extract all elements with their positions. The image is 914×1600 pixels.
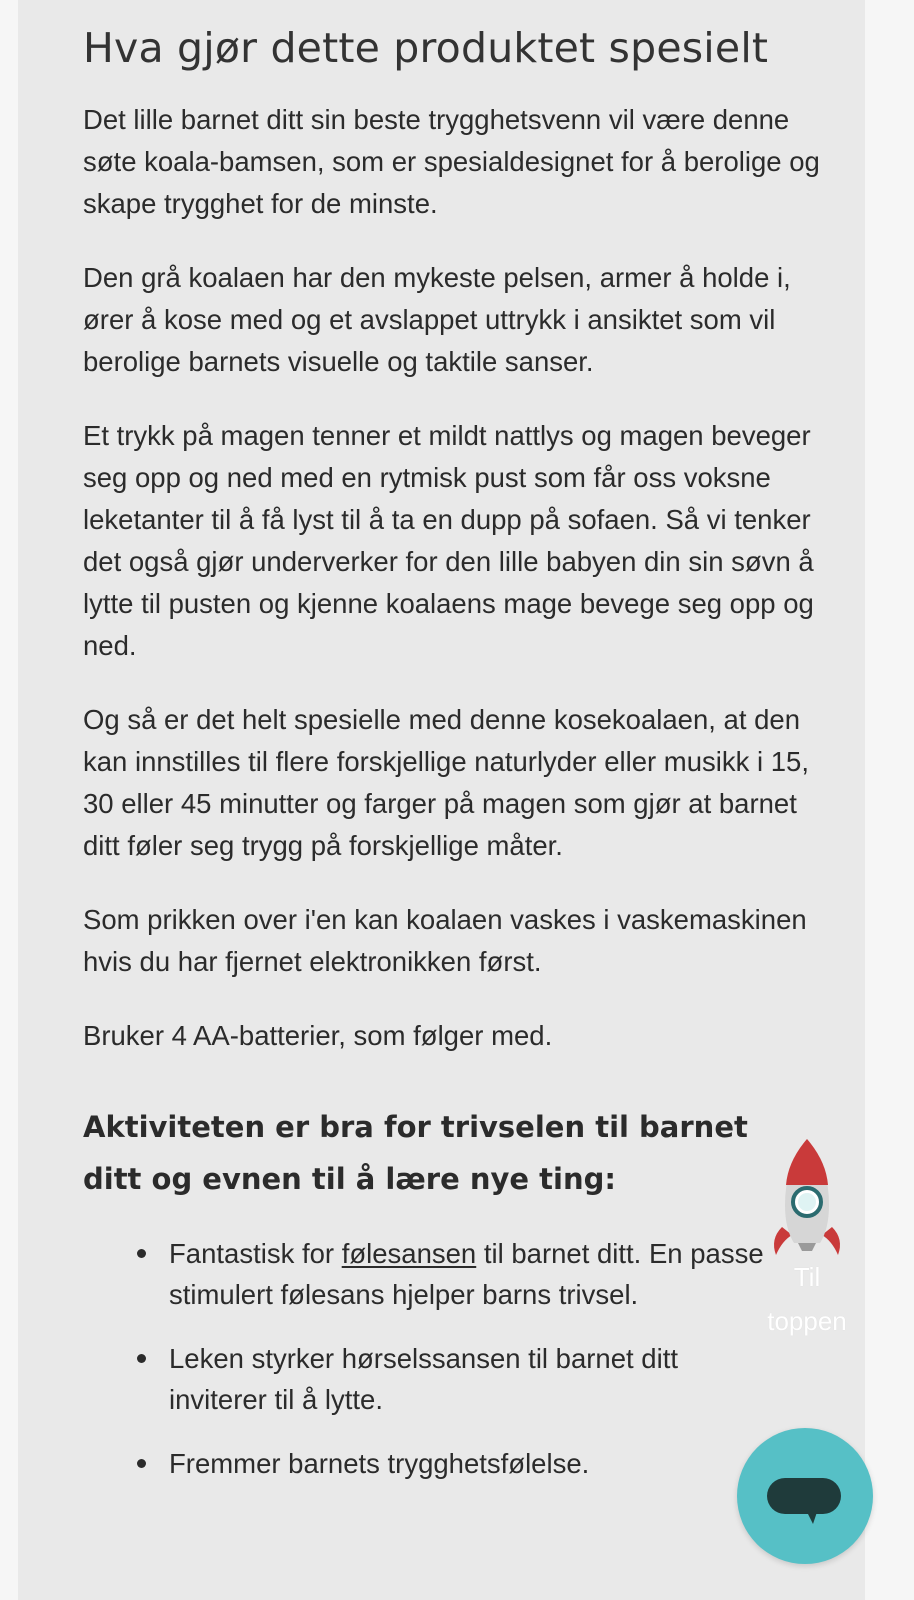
activity-benefits-list — [83, 1233, 773, 1484]
section-title: Hva gjør dette produktet spesielt — [83, 24, 769, 72]
list-item-text: til barnet ditt. En passe stimulert følesans hjelper barns trivsel. — [169, 1238, 764, 1310]
rocket-icon — [752, 1135, 862, 1255]
description-paragraph: Den grå koalaen har den mykeste pelsen, armer å holde i, ører å kose med og et avslappet uttrykk i ansiktet som vil berolige barnets visuelle og taktile sanser. — [83, 262, 791, 377]
bullet-icon — [137, 1354, 146, 1363]
description-paragraph: Det lille barnet ditt sin beste trygghetsvenn vil være denne søte koala-bamsen, som er spesialdesignet for å berolige og skape trygghet for de minste. — [83, 104, 820, 219]
batteries-note: Bruker 4 AA-batterier, som følger med. — [83, 1020, 553, 1051]
bullet-icon — [137, 1459, 146, 1468]
list-item-text: Fremmer barnets trygghetsfølelse. — [169, 1448, 590, 1479]
product-description — [83, 0, 823, 1507]
list-item-text: Fantastisk for — [169, 1238, 342, 1269]
scroll-to-top-label — [752, 1255, 862, 1343]
list-item-text: Leken styrker hørselssansen til barnet ditt inviterer til å lytte. — [169, 1343, 678, 1415]
activity-heading-line: ditt og evnen til å lære nye ting: — [83, 1162, 616, 1196]
scroll-to-top-label-line: Til — [793, 1262, 821, 1292]
activity-heading-line: Aktiviteten er bra for trivselen til barnet — [83, 1110, 748, 1144]
chat-bubble-icon — [737, 1428, 873, 1564]
list-item — [83, 1233, 773, 1315]
list-item — [83, 1338, 773, 1420]
scroll-to-top-button[interactable] — [752, 1135, 862, 1345]
description-paragraph: Og så er det helt spesielle med denne kosekoalaen, at den kan innstilles til flere forskjellige naturlyder eller musikk i 15, 30 eller 45 minutter og farger på magen som gjør at barnet ditt føler seg trygg på forskjellige måter. — [83, 704, 809, 861]
bullet-icon — [137, 1249, 146, 1258]
folesansen-link[interactable]: følesansen — [341, 1238, 477, 1269]
chat-button[interactable] — [737, 1428, 873, 1564]
scroll-to-top-label-line: toppen — [767, 1306, 847, 1336]
list-item — [83, 1443, 773, 1484]
activity-heading — [83, 1101, 823, 1205]
description-paragraph: Som prikken over i'en kan koalaen vaskes i vaskemaskinen hvis du har fjernet elektronikken først. — [83, 904, 807, 977]
description-paragraph: Et trykk på magen tenner et mildt nattlys og magen beveger seg opp og ned med en rytmisk pust som får oss voksne leketanter til å få lyst til å ta en dupp på sofaen. Så vi tenker det også gjør underverker for den lille babyen din sin søvn å lytte til pusten og kjenne koalaens mage bevege seg opp og ned. — [83, 420, 814, 661]
